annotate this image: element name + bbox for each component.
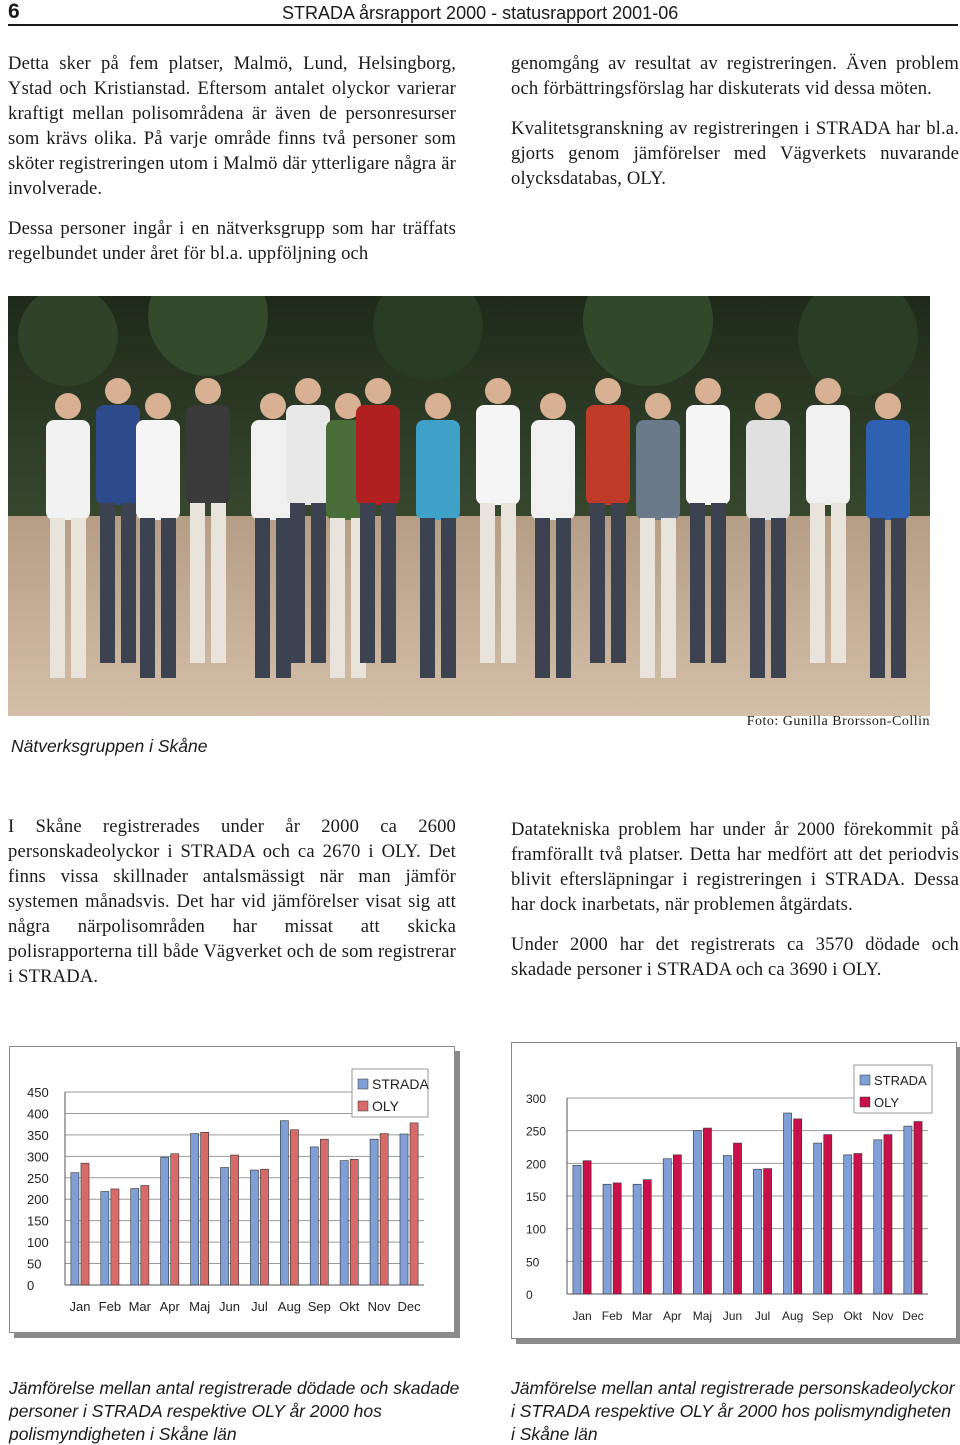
x-tick-label: Feb bbox=[601, 1309, 623, 1323]
x-tick-label: Jun bbox=[219, 1299, 241, 1314]
x-tick-label: Jun bbox=[722, 1309, 743, 1323]
x-tick-label: Apr bbox=[159, 1299, 180, 1314]
chart-persons bbox=[10, 1047, 454, 1332]
bar-oly bbox=[613, 1183, 621, 1294]
legend-label: OLY bbox=[874, 1095, 900, 1110]
bar-strada bbox=[874, 1140, 882, 1294]
y-tick-label: 250 bbox=[526, 1124, 547, 1139]
bar-strada bbox=[310, 1147, 318, 1285]
bar-oly bbox=[733, 1143, 741, 1294]
paragraph: Dessa personer ingår i en nätverksgrupp som har träffats regelbundet under året för bl.a. uppföljning och bbox=[8, 218, 456, 264]
bar-oly bbox=[673, 1155, 681, 1294]
bar-strada bbox=[663, 1159, 671, 1294]
bar-oly bbox=[320, 1139, 328, 1285]
bar-strada bbox=[603, 1184, 611, 1294]
legend-label: OLY bbox=[372, 1098, 399, 1114]
bar-strada bbox=[753, 1169, 761, 1294]
results-column-left bbox=[8, 814, 456, 989]
bar-strada bbox=[161, 1157, 169, 1285]
intro-column-left bbox=[8, 51, 456, 266]
x-tick-label: Sep bbox=[812, 1309, 834, 1323]
x-tick-label: Apr bbox=[662, 1309, 682, 1323]
bar-oly bbox=[824, 1135, 832, 1294]
y-tick-label: 300 bbox=[526, 1092, 547, 1106]
bar-oly bbox=[884, 1135, 892, 1294]
intro-column-right bbox=[511, 51, 959, 191]
y-tick-label: 350 bbox=[27, 1127, 49, 1143]
bar-oly bbox=[854, 1154, 862, 1294]
header-rule bbox=[8, 24, 958, 26]
page-number: 6 bbox=[8, 0, 20, 23]
y-tick-label: 200 bbox=[27, 1192, 49, 1208]
bar-strada bbox=[191, 1134, 199, 1285]
bar-oly bbox=[290, 1130, 298, 1285]
paragraph: Kvalitetsgranskning av registreringen i STRADA har bl.a. gjorts genom jämförelser med Vägverkets nuvarande olycksdatabas, OLY. bbox=[511, 118, 959, 189]
x-tick-label: Okt bbox=[843, 1309, 863, 1323]
bar-strada bbox=[573, 1165, 581, 1294]
x-tick-label: Mar bbox=[128, 1299, 151, 1314]
bar-oly bbox=[583, 1161, 591, 1294]
bar-oly bbox=[643, 1180, 651, 1294]
bar-oly bbox=[703, 1128, 711, 1294]
x-tick-label: Maj bbox=[692, 1309, 713, 1323]
legend bbox=[352, 1069, 429, 1117]
chart-persons-caption: Jämförelse mellan antal registrerade dödade och skadade personer i STRADA respektive OLY år 2000 hos polismyndigheten i Skåne län bbox=[9, 1378, 460, 1444]
bar-oly bbox=[141, 1185, 149, 1285]
bar-strada bbox=[904, 1126, 912, 1294]
x-tick-label: Jan bbox=[572, 1309, 592, 1323]
bar-oly bbox=[764, 1169, 772, 1294]
paragraph: genomgång av resultat av registreringen. Även problem och förbättringsförslag har diskuterats vid dessa möten. bbox=[511, 53, 959, 99]
x-tick-label: Dec bbox=[397, 1299, 421, 1314]
bar-strada bbox=[723, 1155, 731, 1294]
chart-accidents bbox=[512, 1043, 956, 1338]
y-tick-label: 50 bbox=[27, 1256, 42, 1272]
chart-accidents-frame bbox=[511, 1042, 957, 1339]
bar-oly bbox=[410, 1123, 418, 1285]
legend bbox=[854, 1065, 932, 1113]
x-tick-label: Maj bbox=[189, 1299, 211, 1314]
bar-strada bbox=[784, 1113, 792, 1294]
paragraph: Datatekniska problem har under år 2000 förekommit på framförallt två platser. Detta har medfört att det periodvis blivit eftersläpningar i registreringen i STRADA. Dessa har dock inarbetats, när problemen åtgärdats. bbox=[511, 819, 959, 915]
paragraph: Detta sker på fem platser, Malmö, Lund, Helsingborg, Ystad och Kristianstad. Eftersom antalet olyckor varierar kraftigt mellan polisområdena är även de personresurser som krävs olika. På varje område finns två personer som sköter registreringen utom i Malmö där ytterligare några är involverade. bbox=[8, 53, 456, 199]
bar-strada bbox=[220, 1167, 228, 1285]
bar-strada bbox=[814, 1143, 822, 1294]
bar-strada bbox=[633, 1184, 641, 1294]
x-tick-label: Jul bbox=[754, 1309, 771, 1323]
y-tick-label: 400 bbox=[27, 1106, 49, 1122]
bar-oly bbox=[201, 1132, 209, 1285]
paragraph: I Skåne registrerades under år 2000 ca 2600 personskadeolyckor i STRADA och ca 2670 i OLY. Det finns vissa skillnader antalsmässigt när man jämför systemen månadsvis. Det har vid jämförelser visat sig att några närpolisområden har missat att skicka polisrapporterna till både Vägverket och de som registrerar i STRADA. bbox=[8, 816, 456, 987]
bar-strada bbox=[693, 1131, 701, 1294]
photo-credit: Foto: Gunilla Brorsson-Collin bbox=[746, 714, 930, 729]
bar-oly bbox=[111, 1189, 119, 1285]
bar-oly bbox=[260, 1169, 268, 1285]
x-tick-label: Mar bbox=[631, 1309, 653, 1323]
bar-oly bbox=[171, 1154, 179, 1285]
bar-strada bbox=[400, 1134, 408, 1285]
y-tick-label: 250 bbox=[27, 1170, 49, 1186]
bar-strada bbox=[101, 1192, 109, 1285]
y-tick-label: 300 bbox=[27, 1149, 49, 1165]
legend-label: STRADA bbox=[372, 1076, 429, 1092]
x-tick-label: Feb bbox=[98, 1299, 122, 1314]
x-tick-label: Aug bbox=[277, 1299, 301, 1314]
bar-strada bbox=[340, 1161, 348, 1285]
x-tick-label: Jan bbox=[69, 1299, 91, 1314]
bar-oly bbox=[231, 1155, 239, 1285]
y-tick-label: 200 bbox=[526, 1157, 547, 1172]
x-tick-label: Nov bbox=[872, 1309, 894, 1323]
legend-swatch bbox=[358, 1101, 368, 1111]
chart-persons-frame bbox=[9, 1046, 455, 1333]
photo-caption: Nätverksgruppen i Skåne bbox=[11, 736, 208, 756]
y-tick-label: 150 bbox=[27, 1213, 49, 1229]
bar-oly bbox=[350, 1159, 358, 1285]
y-tick-label: 50 bbox=[526, 1255, 540, 1270]
x-tick-label: Sep bbox=[307, 1299, 331, 1314]
bar-strada bbox=[250, 1170, 258, 1285]
bar-oly bbox=[380, 1134, 388, 1285]
bar-oly bbox=[794, 1119, 802, 1294]
paragraph: Under 2000 har det registrerats ca 3570 dödade och skadade personer i STRADA och ca 3690 i OLY. bbox=[511, 934, 959, 980]
bar-strada bbox=[280, 1121, 288, 1285]
y-tick-label: 0 bbox=[526, 1288, 533, 1302]
results-column-right bbox=[511, 817, 959, 982]
chart-accidents-caption: Jämförelse mellan antal registrerade personskadeolyckor i STRADA respektive OLY år 2000 hos polismyndigheten i Skåne län bbox=[511, 1378, 955, 1444]
x-tick-label: Dec bbox=[902, 1309, 924, 1323]
running-header: STRADA årsrapport 2000 - statusrapport 2001-06 bbox=[282, 3, 679, 23]
bar-oly bbox=[81, 1163, 89, 1285]
y-tick-label: 100 bbox=[27, 1235, 49, 1251]
legend-swatch bbox=[860, 1097, 870, 1107]
group-photo bbox=[8, 296, 930, 716]
legend-swatch bbox=[860, 1075, 870, 1085]
x-tick-label: Okt bbox=[339, 1299, 360, 1314]
bar-strada bbox=[370, 1139, 378, 1285]
legend-swatch bbox=[358, 1079, 368, 1089]
x-tick-label: Aug bbox=[781, 1309, 804, 1323]
bar-strada bbox=[844, 1155, 852, 1294]
bar-strada bbox=[71, 1173, 79, 1285]
y-tick-label: 450 bbox=[27, 1085, 49, 1100]
x-tick-label: Nov bbox=[367, 1299, 391, 1314]
bar-strada bbox=[131, 1189, 139, 1286]
y-tick-label: 0 bbox=[27, 1278, 35, 1293]
y-tick-label: 100 bbox=[526, 1222, 547, 1237]
legend-label: STRADA bbox=[874, 1073, 927, 1088]
bar-oly bbox=[914, 1122, 922, 1294]
y-tick-label: 150 bbox=[526, 1190, 547, 1204]
x-tick-label: Jul bbox=[251, 1299, 268, 1314]
